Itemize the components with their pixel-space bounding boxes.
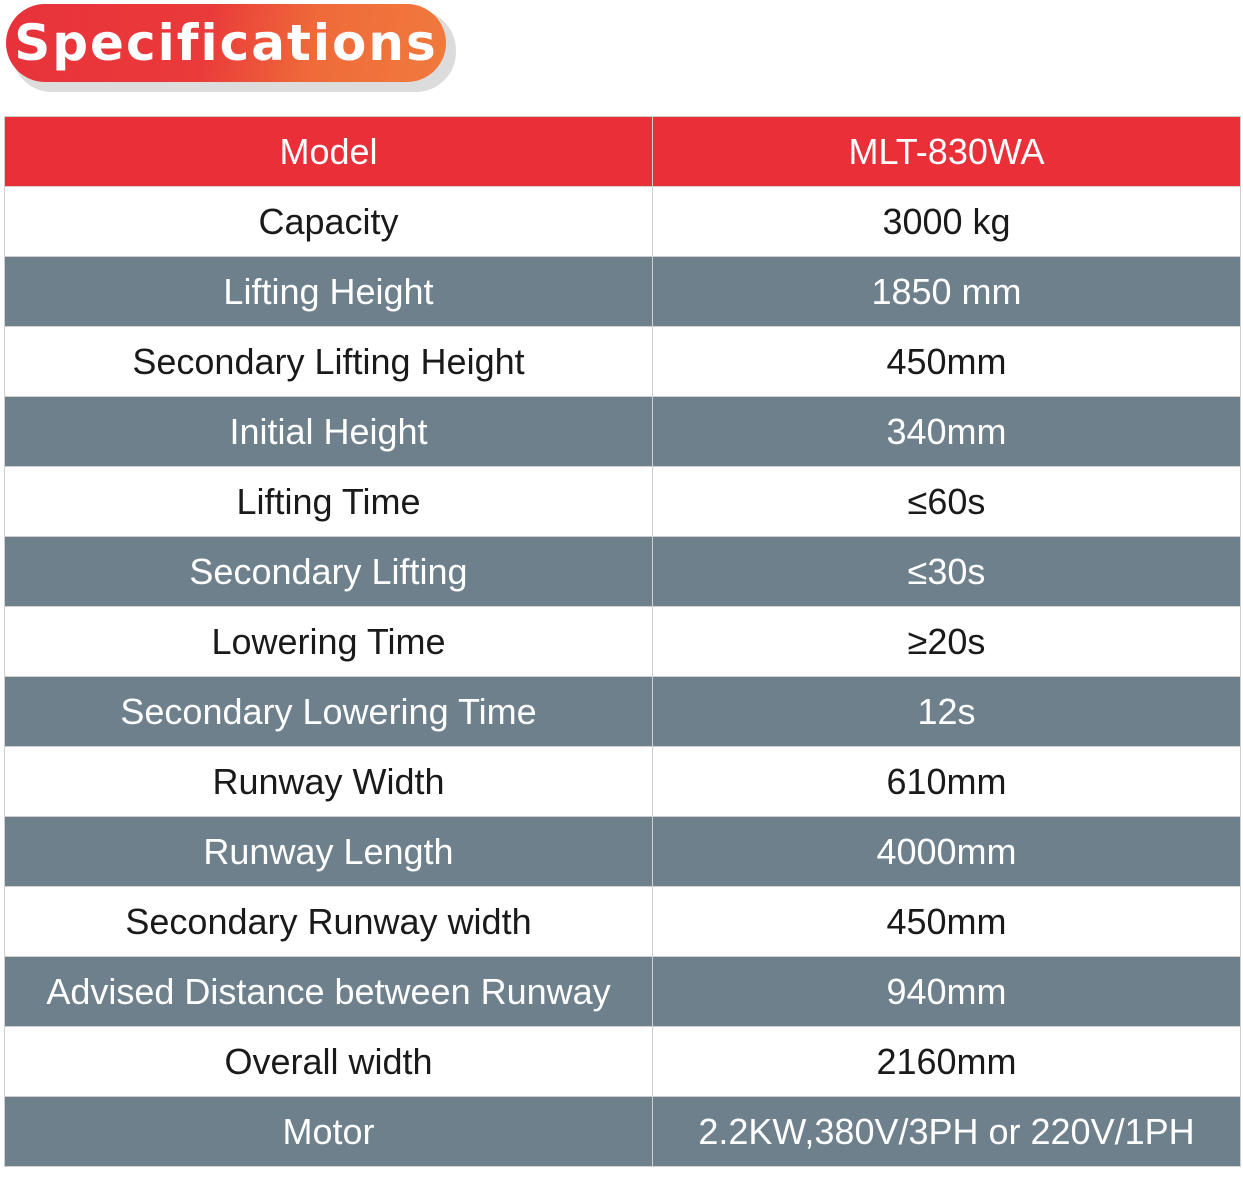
table-row — [5, 747, 1241, 817]
table-row — [5, 887, 1241, 957]
table-row — [5, 607, 1241, 677]
title-badge-pill — [6, 4, 446, 82]
spec-label-cell: Secondary Runway width — [5, 887, 653, 957]
table-row — [5, 537, 1241, 607]
spec-value-cell: 340mm — [653, 397, 1241, 467]
spec-value-cell: 1850 mm — [653, 257, 1241, 327]
spec-label-cell: Motor — [5, 1097, 653, 1167]
spec-label-cell: Lifting Height — [5, 257, 653, 327]
spec-label-cell: Overall width — [5, 1027, 653, 1097]
spec-value-cell: ≥20s — [653, 607, 1241, 677]
spec-label-cell: Initial Height — [5, 397, 653, 467]
spec-label-cell: Secondary Lifting — [5, 537, 653, 607]
spec-value-cell: 3000 kg — [653, 187, 1241, 257]
spec-value-cell: 610mm — [653, 747, 1241, 817]
spec-label-cell: Runway Length — [5, 817, 653, 887]
table-row — [5, 397, 1241, 467]
spec-label-cell: Runway Width — [5, 747, 653, 817]
title-badge — [6, 4, 456, 96]
spec-value-cell: 940mm — [653, 957, 1241, 1027]
table-row — [5, 817, 1241, 887]
table-row — [5, 327, 1241, 397]
spec-value-cell: 2.2KW,380V/3PH or 220V/1PH — [653, 1097, 1241, 1167]
table-row — [5, 677, 1241, 747]
spec-value-cell: ≤60s — [653, 467, 1241, 537]
spec-table — [4, 116, 1241, 1167]
spec-label-cell: Lifting Time — [5, 467, 653, 537]
spec-table-body — [5, 117, 1241, 1167]
table-row — [5, 187, 1241, 257]
spec-label-cell: Secondary Lifting Height — [5, 327, 653, 397]
spec-value-cell: 450mm — [653, 327, 1241, 397]
spec-label-cell: Capacity — [5, 187, 653, 257]
spec-value-cell: 12s — [653, 677, 1241, 747]
spec-label-cell: Secondary Lowering Time — [5, 677, 653, 747]
spec-value-cell: 2160mm — [653, 1027, 1241, 1097]
page-title: Specifications — [14, 14, 438, 72]
spec-label-cell: Lowering Time — [5, 607, 653, 677]
table-row — [5, 1097, 1241, 1167]
spec-value-cell: 450mm — [653, 887, 1241, 957]
table-row — [5, 467, 1241, 537]
table-row — [5, 1027, 1241, 1097]
table-row — [5, 957, 1241, 1027]
header-label-cell: Model — [5, 117, 653, 187]
spec-label-cell: Advised Distance between Runway — [5, 957, 653, 1027]
table-row — [5, 257, 1241, 327]
table-header-row — [5, 117, 1241, 187]
header-value-cell: MLT-830WA — [653, 117, 1241, 187]
spec-value-cell: 4000mm — [653, 817, 1241, 887]
spec-value-cell: ≤30s — [653, 537, 1241, 607]
